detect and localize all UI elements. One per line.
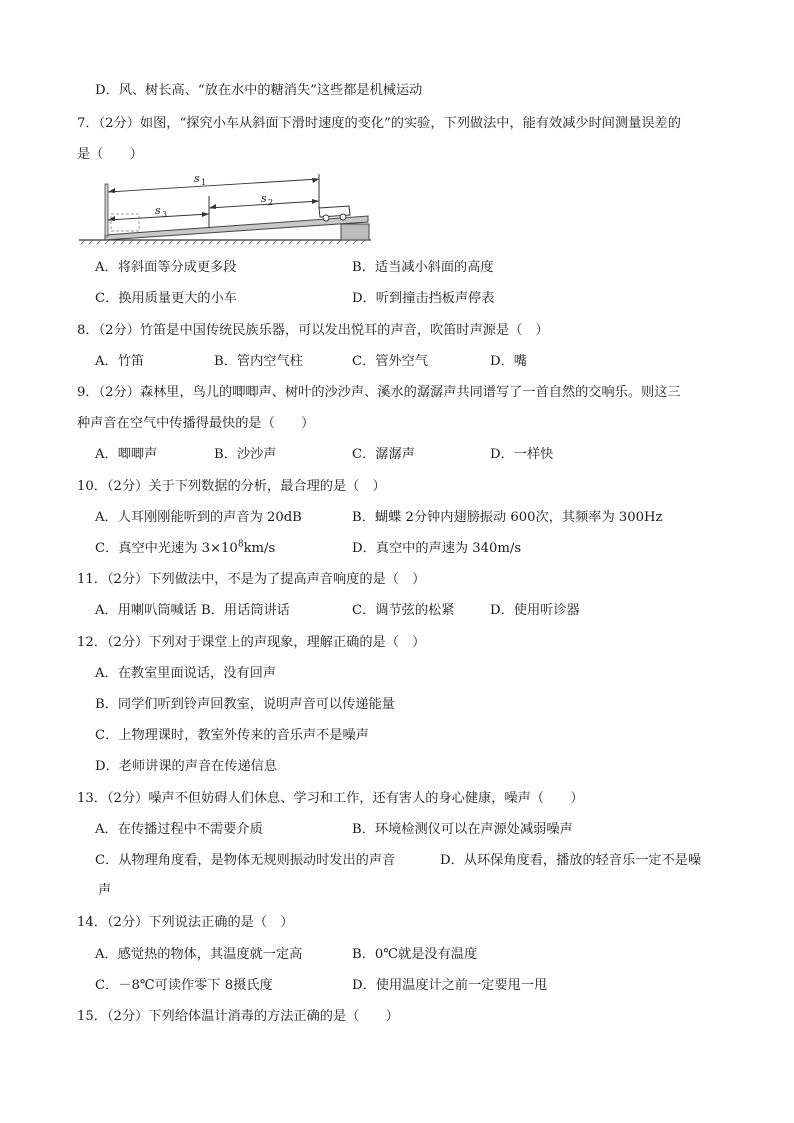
q9-option-d: D．一样快 [490,447,554,462]
support-block [341,224,369,240]
q7-option-c: C．换用质量更大的小车 [95,291,237,306]
q15-stem: 15．（2分）下列给体温计消毒的方法正确的是（ ） [77,1009,399,1024]
cart-final-position [111,214,139,231]
q12-stem: 12．（2分）下列对于课堂上的声现象，理解正确的是（ ） [77,635,426,650]
q11-option-c: C．调节弦的松紧 [352,603,455,618]
q7-stem-line1: 7．（2分）如图，“探究小车从斜面下滑时速度的变化”的实验，下列做法中，能有效减少时间测量误差的 [77,116,681,131]
q8-option-c: C．管外空气 [352,354,429,369]
q7-option-b: B．适当减小斜面的高度 [352,260,494,275]
s2-subscript: 2 [268,198,274,207]
q10-option-c-text: C．真空中光速为 3×10 [95,541,238,556]
q11-stem: 11．（2分）下列做法中，不是为了提高声音响度的是（ ） [77,572,426,587]
q12-option-c: C．上物理课时，教室外传来的音乐声不是噪声 [95,728,369,743]
q10-option-c [95,540,275,558]
q9-option-b: B．沙沙声 [214,447,277,462]
q7-stem-line2: 是（ ） [77,147,143,162]
q9-option-c: C．潺潺声 [352,447,415,462]
q14-option-a: A．感觉热的物体，其温度就一定高 [95,947,303,962]
q10-option-c-unit: km/s [243,541,276,556]
q13-stem: 13．（2分）噪声不但妨碍人们休息、学习和工作，还有害人的身心健康，噪声（ ） [77,791,584,806]
q12-option-b: B．同学们听到铃声回教室，说明声音可以传递能量 [95,697,395,712]
s1-arrow [108,178,319,193]
q8-option-a: A．竹笛 [95,354,145,369]
q6-option-d: D．风、树长高、“放在水中的糖消失”这些都是机械运动 [95,83,423,98]
q10-option-d: D．真空中的声速为 340m/s [352,541,522,556]
q9-stem-line2: 种声音在空气中传播得最快的是（ ） [77,416,315,431]
q12-option-d: D．老师讲课的声音在传递信息 [95,759,278,774]
q13-option-a: A．在传播过程中不需要介质 [95,822,263,837]
q14-option-b: B．0℃就是没有温度 [352,947,478,962]
q11-option-d: D．使用听诊器 [490,603,580,618]
s1-subscript: 1 [201,178,207,187]
q10-option-b: B．蝴蝶 2分钟内翅膀振动 600次，其频率为 300Hz [352,510,663,525]
q10-stem: 10．（2分）关于下列数据的分析，最合理的是（ ） [77,479,386,494]
q11-option-ab: A．用喇叭筒喊话 B．用话筒讲话 [95,603,290,618]
q7-option-a: A．将斜面等分成更多段 [95,260,237,275]
q9-option-a: A．唧唧声 [95,447,158,462]
q7-option-d: D．听到撞击挡板声停表 [352,291,495,306]
s2-label: s [261,192,267,205]
end-barrier [105,184,108,236]
q13-option-c: C．从物理角度看，是物体无规则振动时发出的声音 [95,853,396,868]
s3-subscript: 3 [162,210,168,219]
incline-experiment-figure [75,168,375,244]
q8-option-b: B．管内空气柱 [214,354,303,369]
q13-option-d-wrap: 声 [98,883,112,898]
q14-option-c: C．－8℃可读作零下 8摄氏度 [95,978,273,993]
q8-option-d: D．嘴 [490,354,527,369]
q12-option-a: A．在教室里面说话，没有回声 [95,666,276,681]
q10-option-c-exponent: 8 [237,539,244,550]
q9-stem-line1: 9．（2分）森林里，鸟儿的唧唧声、树叶的沙沙声、溪水的潺潺声共同谱写了一首自然的交响乐。则这三 [77,385,681,400]
s3-label: s [155,204,161,217]
s1-label: s [194,172,200,185]
q10-option-a: A．人耳刚刚能听到的声音为 20dB [95,510,302,525]
q14-stem: 14．（2分）下列说法正确的是（ ） [77,915,294,930]
q13-option-d: D．从环保角度看，播放的轻音乐一定不是噪 [440,853,702,868]
q8-stem: 8．（2分）竹笛是中国传统民族乐器，可以发出悦耳的声音，吹笛时声源是（ ） [77,323,549,338]
q14-option-d: D．使用温度计之前一定要甩一甩 [352,978,548,993]
q13-option-b: B．环境检测仪可以在声源处减弱噪声 [352,822,573,837]
ground-hatching [81,240,365,244]
